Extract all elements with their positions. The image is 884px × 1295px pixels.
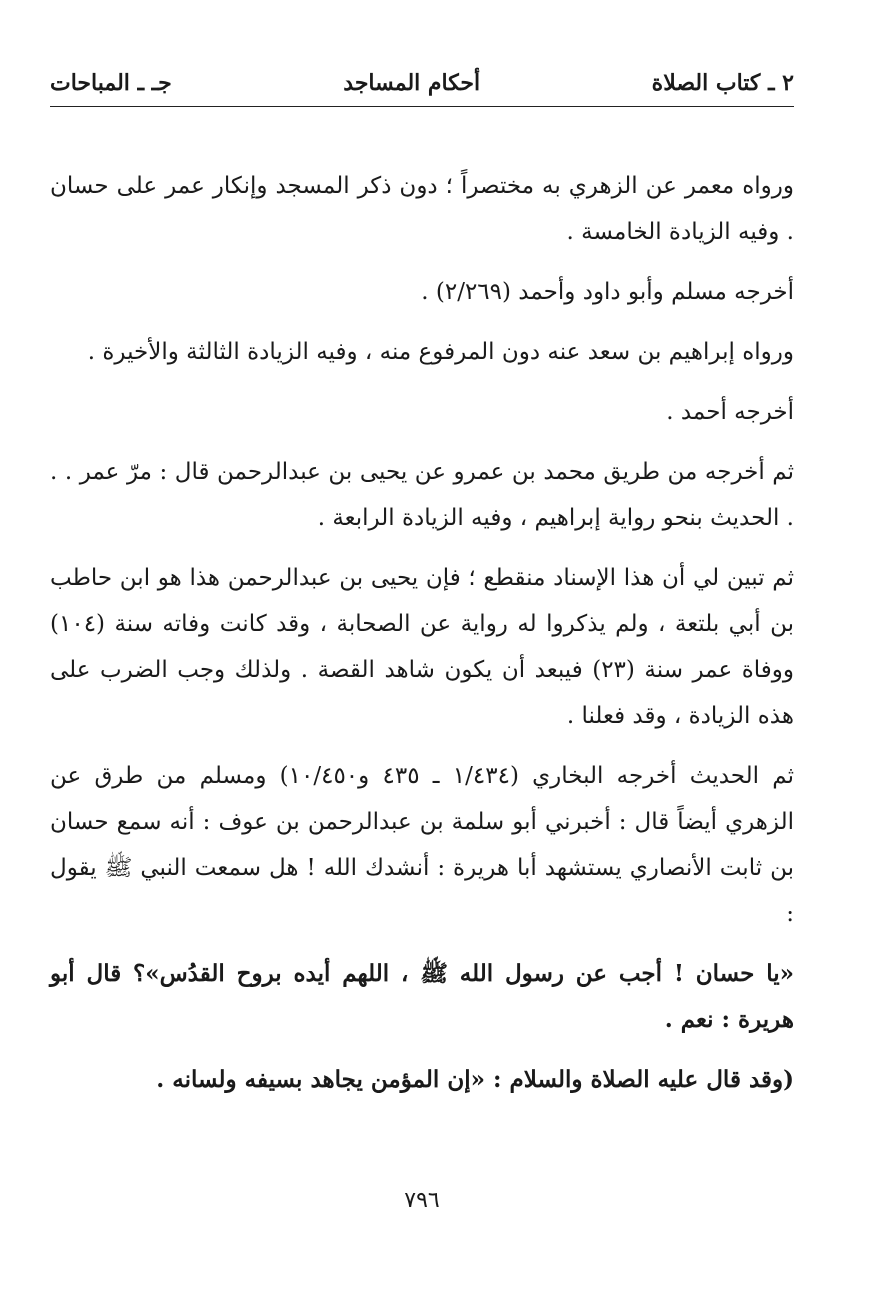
paragraph-4: أخرجه أحمد . xyxy=(666,399,794,425)
paragraph-6: ثم تبين لي أن هذا الإسناد منقطع ؛ فإن يحيى بن عبدالرحمن هذا هو ابن حاطب بن أبي بلتعة ، ولم يذكروا له رواية عن الصحابة ، وقد كانت وفاته سنة (١٠٤) ووفاة عمر سنة (٢٣) فيبعد أن يكون شاهد القصة . ولذلك وجب الضرب على هذه الزيادة ، وقد فعلنا . xyxy=(50,565,794,729)
page-number: ٧٩٦ xyxy=(404,1188,440,1213)
running-header xyxy=(50,60,794,107)
header-section: أحكام المساجد xyxy=(343,70,481,96)
page-body xyxy=(50,163,794,1103)
paragraph-5: ثم أخرجه من طريق محمد بن عمرو عن يحيى بن عبدالرحمن قال : مرّ عمر . . . الحديث بنحو رواية إبراهيم ، وفيه الزيادة الرابعة . xyxy=(50,459,794,531)
paragraph-8: «يا حسان ! أجب عن رسول الله ﷺ ، اللهم أيده بروح القدُس»؟ قال أبو هريرة : نعم . xyxy=(50,960,794,1033)
paragraph-3: ورواه إبراهيم بن سعد عنه دون المرفوع منه ، وفيه الزيادة الثالثة والأخيرة . xyxy=(87,339,794,365)
book-page xyxy=(50,60,794,1240)
paragraph-2: أخرجه مسلم وأبو داود وأحمد (٢/٢٦٩) . xyxy=(421,279,794,305)
header-subsection: جـ ـ المباحات xyxy=(50,70,172,96)
paragraph-9: (وقد قال عليه الصلاة والسلام : «إن المؤمن يجاهد بسيفه ولسانه . xyxy=(156,1066,794,1093)
paragraph-1: ورواه معمر عن الزهري به مختصراً ؛ دون ذكر المسجد وإنكار عمر على حسان . وفيه الزيادة الخامسة . xyxy=(50,173,794,245)
paragraph-7: ثم الحديث أخرجه البخاري (١/٤٣٤ ـ ٤٣٥ و١٠/٤٥٠) ومسلم من طرق عن الزهري أيضاً قال : أخبرني أبو سلمة بن عبدالرحمن بن عوف : أنه سمع حسان بن ثابت الأنصاري يستشهد أبا هريرة : أنشدك الله ! هل سمعت النبي ﷺ يقول : xyxy=(50,763,794,927)
header-chapter: ٢ ـ كتاب الصلاة xyxy=(651,70,794,96)
